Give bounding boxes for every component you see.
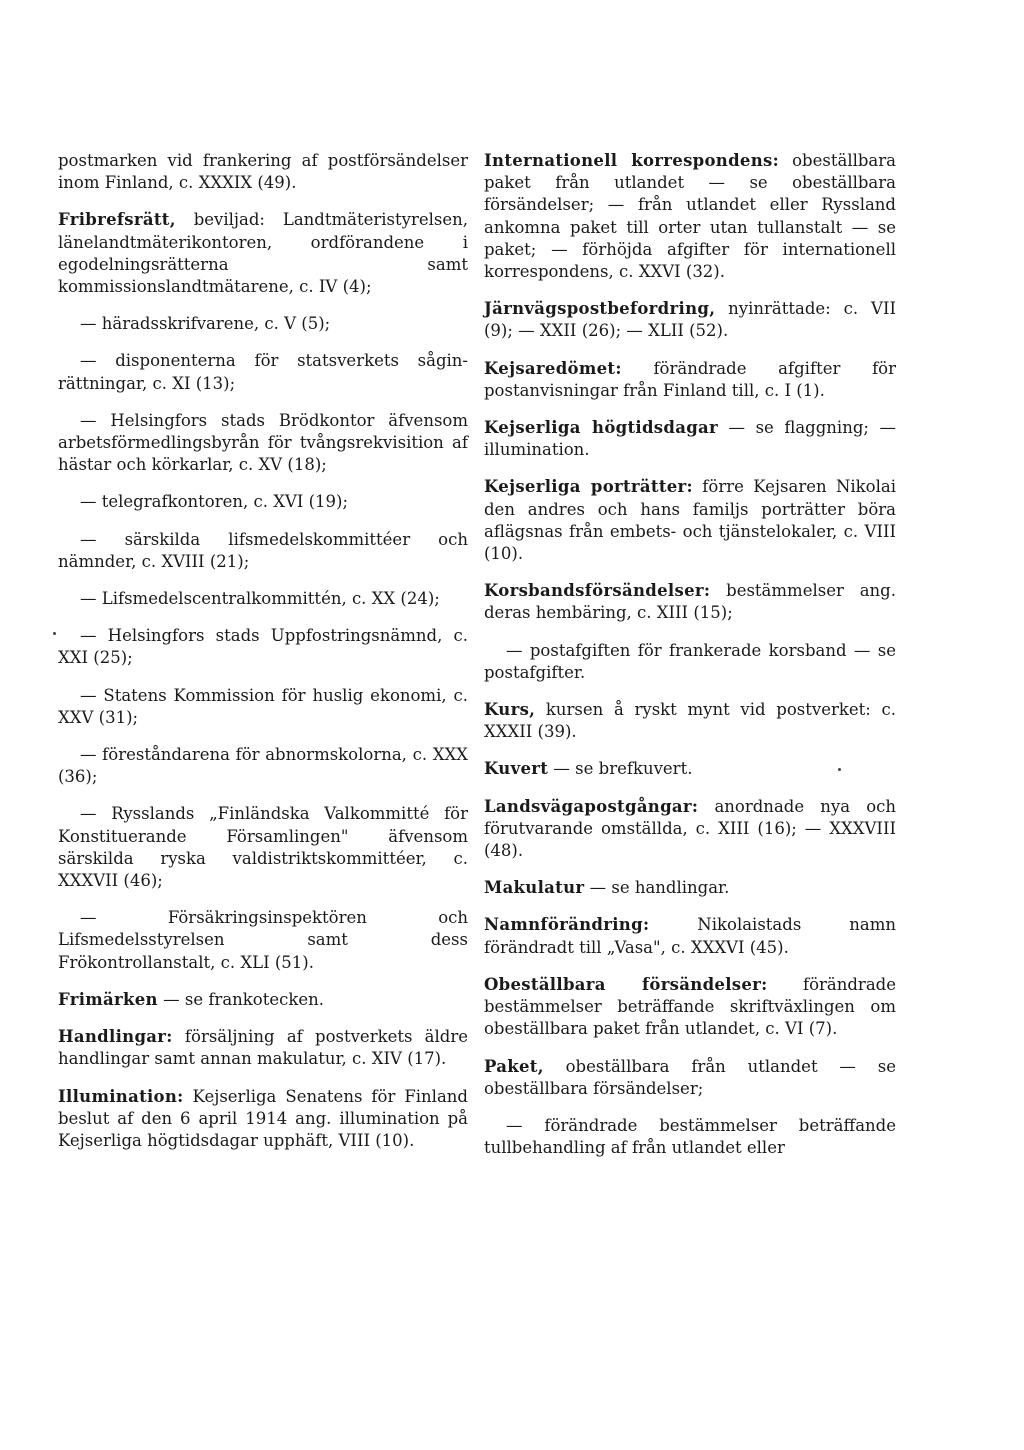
index-entry xyxy=(484,358,896,402)
index-entry xyxy=(484,150,896,283)
index-subentry xyxy=(58,150,468,194)
entry-text: — föreståndarena för abnormskolorna, c. XXX (36); xyxy=(58,745,468,787)
entry-headword: Internationell korrespondens: xyxy=(484,151,780,170)
entry-text: Nikolaistads namn förändradt till „Vasa", c. XXXVI (45). xyxy=(484,915,896,957)
entry-text: — se handlingar. xyxy=(584,878,730,898)
index-subentry xyxy=(58,410,468,477)
index-entry xyxy=(484,476,896,565)
entry-headword: Frimärken xyxy=(58,989,158,1009)
index-subentry xyxy=(484,1115,896,1159)
entry-headword: Kejsaredömet: xyxy=(484,358,622,378)
entry-text: förändrade bestämmelser beträffande skriftväxlingen om obeställbara paket från utlandet, c. VI (7). xyxy=(484,974,896,1039)
index-entry xyxy=(484,699,896,743)
entry-headword: Kurs, xyxy=(484,700,536,720)
index-subentry xyxy=(58,744,468,788)
right-column xyxy=(484,150,896,1174)
index-entry xyxy=(484,796,896,863)
entry-text: anordnade nya och förutvarande omställda, c. XIII (16); — XXXVIII (48). xyxy=(484,796,896,861)
left-column xyxy=(58,150,468,1167)
index-entry xyxy=(58,989,468,1011)
entry-headword: Makulatur xyxy=(484,878,585,898)
entry-text: försäljning af postverkets äldre handlingar samt annan makulatur, c. XIV (17). xyxy=(58,1027,468,1069)
entry-headword: Korsbandsförsändelser: xyxy=(484,581,711,601)
entry-text: — telegrafkontoren, c. XVI (19); xyxy=(80,492,349,512)
entry-text: förändrade afgifter för postanvisningar från Finland till, c. I (1). xyxy=(484,358,896,400)
index-entry xyxy=(484,580,896,624)
index-entry xyxy=(58,1086,468,1153)
entry-headword: Järnvägspostbefordring, xyxy=(484,299,716,319)
index-subentry xyxy=(58,907,468,974)
entry-text: — häradsskrifvarene, c. V (5); xyxy=(80,314,331,334)
index-entry xyxy=(484,877,896,899)
print-speck xyxy=(838,768,841,771)
entry-text: — postafgiften för frankerade korsband — se postafgifter. xyxy=(484,640,896,682)
index-entry xyxy=(484,974,896,1041)
entry-headword: Paket, xyxy=(484,1056,544,1076)
entry-text: — Försäkringsinspektören och Lifsmedelsstyrelsen samt dess Frökontrollanstalt, c. XLI (51). xyxy=(58,908,468,972)
index-entry xyxy=(58,209,468,298)
index-subentry xyxy=(58,350,468,394)
index-subentry xyxy=(58,625,468,669)
index-subentry xyxy=(58,491,468,513)
entry-text: — Statens Kommission för huslig ekonomi, c. XXV (31); xyxy=(58,685,468,727)
index-subentry xyxy=(484,640,896,684)
entry-text: postmarken vid frankering af postförsändelser inom Finland, c. XXXIX (49). xyxy=(58,151,468,193)
index-subentry xyxy=(58,313,468,335)
entry-text: — förändrade bestämmelser beträffande tullbehandling af från utlandet eller xyxy=(484,1115,896,1158)
entry-headword: Kejserliga porträtter: xyxy=(484,477,693,497)
index-entry xyxy=(484,758,896,780)
entry-text: — se frankotecken. xyxy=(157,989,324,1009)
entry-headword: Landsvägapostgångar: xyxy=(484,796,699,816)
print-speck xyxy=(53,632,56,635)
index-subentry xyxy=(58,588,468,610)
entry-text: — Helsingfors stads Uppfostringsnämnd, c. XXI (25); xyxy=(58,626,468,668)
entry-headword: Namnförändring: xyxy=(484,915,650,935)
entry-text: bestämmelser ang. deras hembäring, c. XIII (15); xyxy=(484,581,896,623)
index-entry xyxy=(484,417,896,461)
index-entry xyxy=(58,1026,468,1070)
entry-text: — se brefkuvert. xyxy=(548,759,693,779)
index-entry xyxy=(484,298,896,342)
entry-headword: Obeställbara försändelser: xyxy=(484,974,768,994)
index-subentry xyxy=(58,529,468,573)
entry-text: — särskilda lifsmedelskommittéer och nämnder, c. XVIII (21); xyxy=(58,529,468,571)
index-subentry xyxy=(58,803,468,892)
entry-text: kursen å ryskt mynt vid postverket: c. XXXII (39). xyxy=(484,700,896,742)
entry-headword: Kejserliga högtidsdagar xyxy=(484,418,719,438)
entry-headword: Fribrefsrätt, xyxy=(58,210,176,230)
entry-text: obeställbara paket från utlandet — se obeställbara försändelser; — från utlandet eller Ryssland ankomna paket till orter utan tullanstalt — se paket; — förhöjda afgifter för internationell korrespondens, c. XXVI (32). xyxy=(484,151,896,282)
index-subentry xyxy=(58,685,468,729)
entry-text: obeställbara från utlandet — se obeställbara försändelser; xyxy=(484,1056,896,1098)
entry-headword: Illumination: xyxy=(58,1086,184,1106)
entry-text: beviljad: Landtmäteristyrelsen, länelandtmäterikontoren, ordförandene i egodelningsrätterna samt kommissionslandtmätarene, c. IV (4); xyxy=(58,210,468,297)
entry-text: Kejserliga Senatens för Finland beslut af den 6 april 1914 ang. illumination på Kejserliga högtidsdagar upphäft, VIII (10). xyxy=(58,1086,468,1150)
entry-headword: Kuvert xyxy=(484,759,549,779)
index-entry xyxy=(484,1056,896,1100)
entry-text: — Lifsmedelscentralkommittén, c. XX (24); xyxy=(80,589,440,609)
entry-headword: Handlingar: xyxy=(58,1027,173,1047)
entry-text: förre Kejsaren Nikolai den andres och hans familjs porträtter böra aflägsnas från embets- och tjänstelokaler, c. VIII (10). xyxy=(484,477,897,564)
entry-text: nyinrättade: c. VII (9); — XXII (26); — XLII (52). xyxy=(484,299,896,341)
entry-text: — disponenterna för statsverkets såginrättningar, c. XI (13); xyxy=(58,351,468,393)
entry-text: — Helsingfors stads Brödkontor äfvensom arbetsförmedlingsbyrån för tvångsrekvisition af hästar och körkarlar, c. XV (18); xyxy=(58,410,468,475)
entry-text: — Rysslands „Finländska Valkommitté för Konstituerande Församlingen" äfvensom särskilda ryska valdistriktskommittéer, c. XXXVII (46); xyxy=(58,804,468,891)
entry-text: — se flaggning; — illumination. xyxy=(484,418,896,460)
index-entry xyxy=(484,914,896,958)
